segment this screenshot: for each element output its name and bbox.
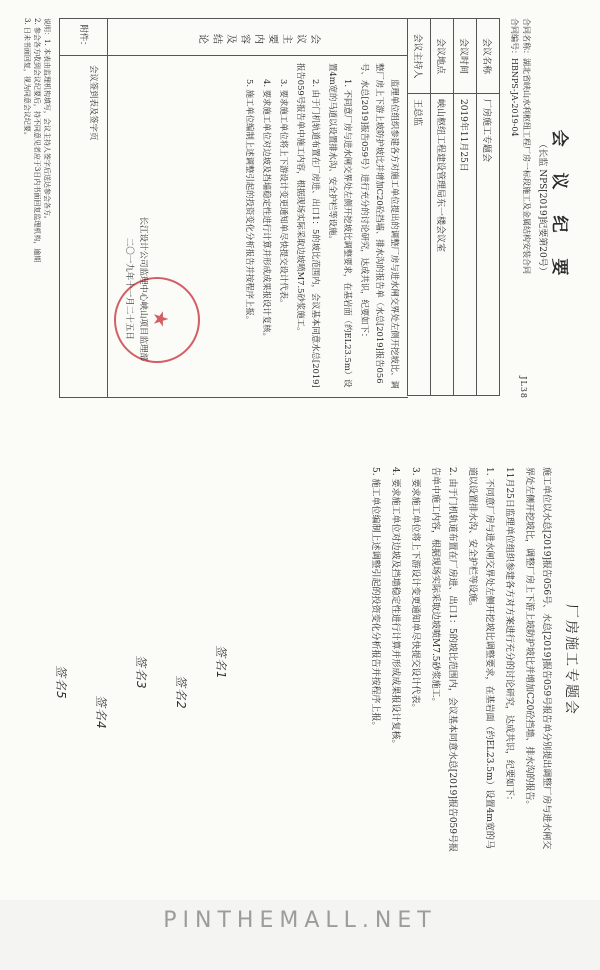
handwritten-signature: 签名5: [54, 665, 68, 700]
main-content-cell: [107, 18, 408, 398]
contract-meta: [508, 18, 532, 274]
table-row: [408, 19, 431, 396]
list-item: 2. 由于门机轨道布置在厂房进、出口1：5的坡比范围内，会议基本同意水总[2019]报告059号报告单中施工内容，根据现场实际采取边坡喷M7.5砂浆施工。: [296, 63, 321, 388]
doc-title: 会 议 纪 要: [549, 129, 569, 286]
list-item: 5. 施工单位编制上述调整引起的投资变化分析报告并按程序上报。: [245, 79, 255, 325]
note-line: 说明：1. 本表由监理机构填写，会议主持人签字后送达参会各方。: [43, 18, 51, 223]
note-line: 3. 日未书面回复，视为同意会议纪要。: [23, 18, 31, 139]
page2-title: 厂房施工专题会: [563, 604, 579, 716]
list-item: 4. 要求施工单位对边坡及挡墙稳定性进行计算并形成成果报设计复核。: [262, 79, 272, 341]
page2-intro2: 11月25日监理单位组织参建各方对方案进行充分的讨论研究，达成共识，纪要如下：: [504, 467, 514, 805]
doc-subtitle: （长监 NPS[2019]纪要第20号）: [537, 139, 547, 276]
page-1-rotated-content: [10, 10, 590, 405]
page2-body: [363, 467, 554, 857]
row-key: 会议主持人: [408, 19, 431, 94]
handwritten-signature: 签名4: [94, 695, 108, 730]
list-item: 3. 要求施工单位将上下游设计变更通知单尽快提交设计代表。: [410, 467, 420, 713]
main-content-text: [240, 63, 402, 391]
list-item: 1. 不同意厂房与进水闸交界处左侧开挖坡比调整要求，在基岩面（约EL23.5m）设置4m宽的马道以设置排水沟、安全护栏等设施。: [467, 467, 494, 849]
handwritten-signature: 签名2: [174, 675, 188, 710]
row-value: 峡山枢纽工程建设管理局东一楼会议室: [431, 94, 454, 396]
row-key: 会议地点: [431, 19, 454, 94]
table-row: [431, 19, 454, 396]
sign-org: 长江设计公司监理中心峡山项目监理部: [138, 216, 148, 361]
handwritten-signature: 签名3: [134, 655, 148, 690]
list-item: 4. 要求施工单位对边坡及挡墙稳定性进行计算并形成成果报设计复核。: [390, 467, 400, 749]
page-2-rotated-content: [10, 435, 590, 885]
table-row: [477, 19, 500, 396]
list-item: 1. 不同意厂房与进水闸交界处左侧开挖坡比调整要求，在基岩面（约EL23.5m）设置4m宽的马道以设置排水沟、安全护栏等设施。: [328, 63, 353, 388]
list-item: 2. 由于门机轨道布置在厂房进、出口1：5的坡比范围内，会议基本同意水总[2019]报告059号报告单中施工内容，根据现场实际采取边坡喷M7.5砂浆施工。: [430, 467, 457, 853]
meeting-info-table: [407, 18, 500, 396]
row-value: 王总监: [408, 94, 431, 396]
attachment-label: 附件：: [60, 19, 108, 56]
handwritten-signature: 签名1: [214, 645, 228, 680]
note-line: 2. 参会各方收到会议纪要后，持不同意见者应于3日内书面回复监理机构，逾期: [33, 18, 41, 263]
page-2-scan: [0, 415, 600, 900]
form-code: JL38: [519, 376, 528, 399]
intro-paragraph: 监理单位组织参建各方对施工单位提出的调整厂房与进水闸交界处左侧开挖坡比、调整厂房上下游上坡防护坡比并增加C20砼挡墙、排水沟的报告单（水总[2019]报告056号、水总[2019]报告059号）进行充分的讨论研究，达成共识，纪要如下：: [360, 63, 400, 389]
contract-name: 合同名称：湖北省峡山水利枢纽工程厂房一标段施工及金属结构安装合同: [522, 18, 531, 274]
footnotes: [22, 18, 52, 398]
sign-date: 二〇一九年十一月二十五日: [124, 237, 134, 340]
signatures-area: [20, 635, 240, 875]
page2-intro: 施工单位以水总[2019]报告056号、水总[2019]报告059号报告单分别提出调整厂房与进水闸交界处左侧开挖坡比，调整厂房上下游上坡防护坡比并增加C20砼挡墙、排水沟的报告。: [524, 467, 551, 850]
row-key: 会议名称: [477, 19, 500, 94]
row-value: 厂房施工专题会: [477, 94, 500, 396]
attachment-row: [59, 18, 108, 398]
list-item: 3. 要求施工单位将上下游设计变更通知单尽快提交设计代表。: [279, 79, 289, 308]
signature-block: [122, 216, 150, 361]
list-item: 5. 施工单位编制上述调整引起的投资变化分析报告并按程序上报。: [370, 467, 380, 731]
contract-no: 合同编号：HBNPS-JA-2019-04: [510, 18, 519, 137]
table-row: [454, 19, 477, 396]
row-key: 会议时间: [454, 19, 477, 94]
row-value: 2019年11月25日: [454, 94, 477, 396]
page-1-scan: [0, 0, 600, 416]
attachment-value: 会议签到表及签字页: [89, 65, 99, 141]
main-content-label: 会议主要内容及结论: [108, 19, 408, 56]
watermark-brand: PINTHEMALL.NET: [163, 908, 437, 933]
